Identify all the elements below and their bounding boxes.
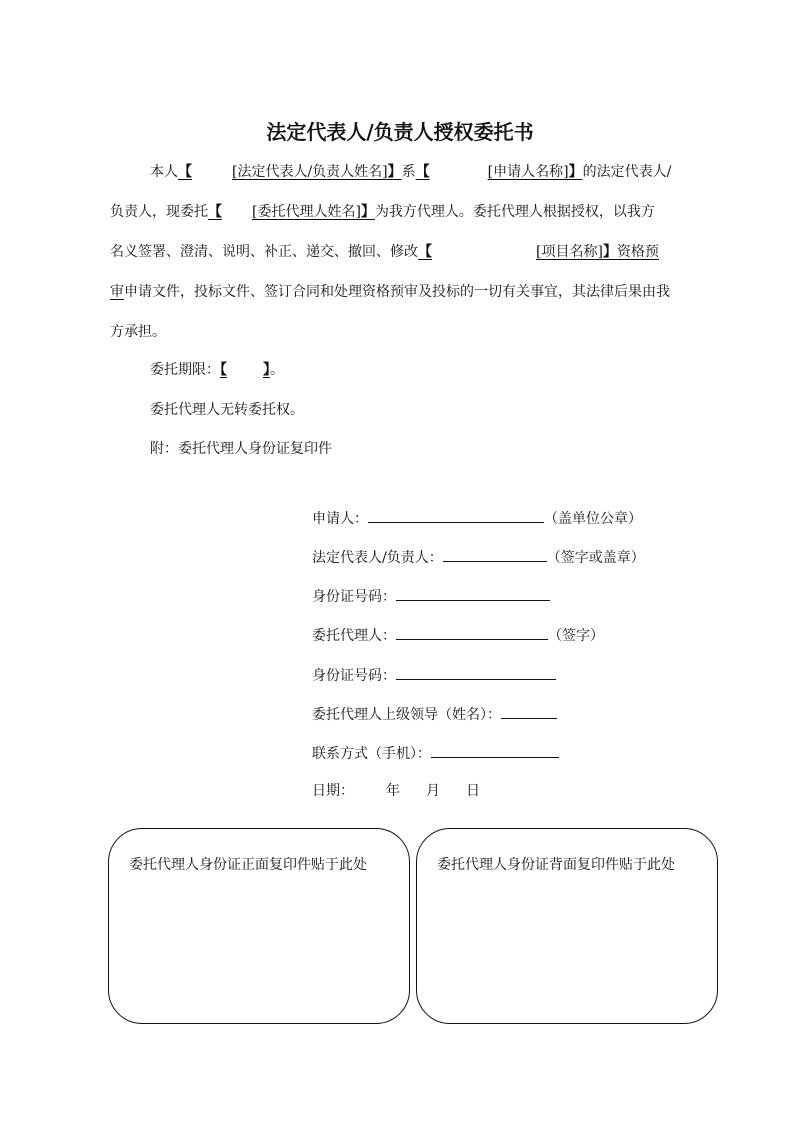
id-front-label: 委托代理人身份证正面复印件贴于此处 [129, 857, 367, 873]
bracket-open: 【 [208, 204, 222, 220]
legal-rep-note: （签字或盖章） [546, 550, 645, 566]
superior-label: 委托代理人上级领导（姓名）： [312, 707, 501, 723]
bracket-open: 【 [220, 362, 227, 378]
term-field[interactable] [220, 362, 270, 378]
applicant-input-line[interactable] [368, 506, 544, 523]
bracket-close: 】 [263, 362, 270, 378]
contact-row [312, 741, 559, 764]
applicant-row [312, 506, 642, 529]
text-segment: 本人 [150, 164, 178, 180]
bracket-open: 【 [415, 164, 430, 180]
superior-input-line[interactable] [501, 702, 557, 719]
text-segment: 名义签署、澄清、说明、补正、递交、撤回、修改 [110, 244, 418, 260]
applicant-placeholder: [申请人名称] [487, 164, 569, 180]
bracket-close: 】 [568, 164, 583, 180]
text-segment: 为我方代理人。委托代理人根据授权，以我方 [374, 204, 655, 220]
applicant-note: （盖单位公章） [544, 511, 642, 527]
superior-row [312, 702, 557, 725]
id-back-paste-box[interactable] [416, 828, 718, 1024]
text-segment: 申请文件，投标文件、签订合同和处理资格预审及投标的一切有关事宜，其法律后果由我 [124, 284, 670, 300]
paragraph-line-1 [150, 162, 671, 182]
applicant-label: 申请人： [312, 511, 368, 527]
agent-name-field[interactable] [208, 204, 375, 220]
bracket-open: 【 [178, 164, 192, 180]
project-placeholder: [项目名称] [536, 244, 603, 260]
id-number-row-2 [312, 663, 556, 686]
legal-rep-row [312, 545, 645, 568]
date-row [312, 781, 480, 801]
id-back-label: 委托代理人身份证背面复印件贴于此处 [437, 857, 675, 873]
agent-note: （签字） [548, 628, 604, 644]
legal-rep-placeholder: [法定代表人/负责人姓名] [232, 164, 388, 180]
id-number-row-1 [312, 584, 550, 607]
document-title: 法定代表人/负责人授权委托书 [266, 120, 534, 144]
attachment-text: 附：委托代理人身份证复印件 [150, 441, 332, 457]
paragraph-line-4 [110, 282, 670, 302]
text-segment: 审 [110, 284, 124, 300]
bracket-open: 【 [418, 244, 432, 260]
text-segment: 负责人，现委托 [110, 204, 208, 220]
day-label: 日 [466, 783, 480, 799]
year-label: 年 [386, 783, 400, 799]
term-label: 委托期限： [150, 362, 220, 378]
text-segment: 的法定代表人/ [582, 164, 672, 180]
no-subdelegation-text: 委托代理人无转委托权。 [150, 402, 304, 418]
term-line [150, 360, 284, 380]
contact-input-line[interactable] [431, 741, 559, 758]
bracket-close: 】 [360, 204, 375, 220]
id-number-input-line[interactable] [396, 663, 556, 680]
text-segment: 资格预 [616, 244, 659, 260]
paragraph-line-2 [110, 202, 655, 222]
month-label: 月 [426, 783, 440, 799]
id-number-label: 身份证号码： [312, 589, 396, 605]
applicant-name-field[interactable] [416, 164, 583, 180]
id-front-paste-box[interactable] [108, 828, 410, 1024]
project-name-field[interactable] [418, 244, 659, 260]
legal-rep-field[interactable] [178, 164, 402, 180]
legal-rep-label: 法定代表人/负责人： [312, 550, 443, 566]
paragraph-line-3 [110, 242, 659, 262]
contact-label: 联系方式（手机）： [312, 746, 431, 762]
text-segment: 。 [270, 362, 284, 378]
id-number-input-line[interactable] [396, 584, 550, 601]
agent-row [312, 623, 604, 646]
bracket-close: 】 [602, 244, 617, 260]
paragraph-line-5: 方承担。 [110, 324, 166, 340]
bracket-close: 】 [387, 164, 402, 180]
agent-label: 委托代理人： [312, 628, 396, 644]
agent-placeholder: [委托代理人姓名] [252, 204, 361, 220]
agent-input-line[interactable] [396, 623, 548, 640]
id-number-label: 身份证号码： [312, 668, 396, 684]
legal-rep-input-line[interactable] [443, 545, 547, 562]
date-label: 日期： [312, 783, 354, 799]
text-segment: 系 [401, 164, 416, 180]
